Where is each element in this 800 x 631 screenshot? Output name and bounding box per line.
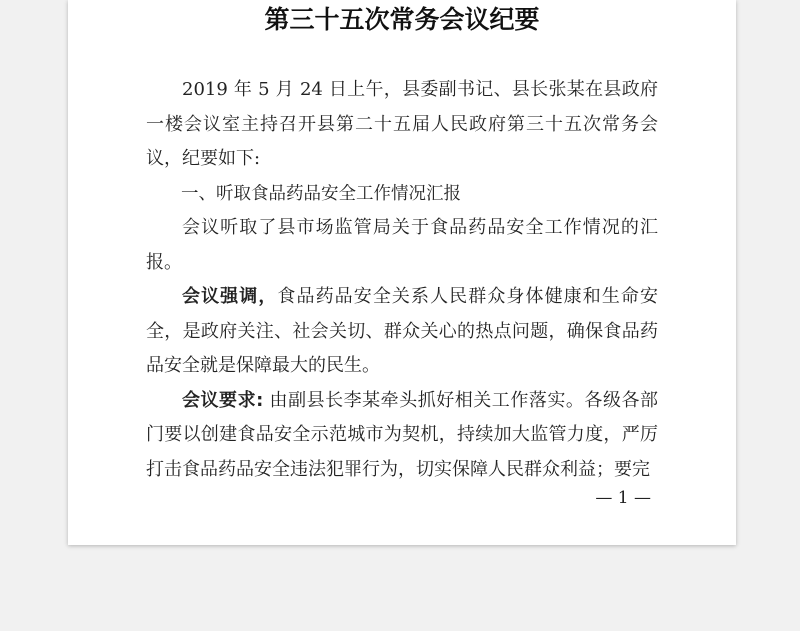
document-page: [68, 0, 736, 545]
section-paragraph: 会议听取了县市场监管局关于食品药品安全工作情况的汇报。: [146, 217, 658, 273]
emphasis-label: 会议强调，: [182, 286, 278, 307]
requirement-label: 会议要求:: [182, 389, 264, 411]
emphasis-paragraph: [146, 280, 658, 384]
section-heading: 一、听取食品药品安全工作情况汇报: [181, 183, 461, 204]
document-body: [146, 73, 658, 487]
emphasis-text: 食品药品安全关系人民群众身体健康和生命安全，是政府关注、社会关切、群众关心的热点问题，确保食品药品安全就是保障最大的民生。: [146, 286, 659, 376]
requirement-paragraph: [146, 384, 658, 488]
intro-paragraph: 2019 年 5 月 24 日上午，县委副书记、县长张某在县政府一楼会议室主持召开县第二十五届人民政府第三十五次常务会议，纪要如下:: [146, 79, 658, 169]
page-number: — 1 —: [595, 488, 651, 508]
requirement-text: 由副县长李某牵头抓好相关工作落实。各级各部门要以创建食品安全示范城市为契机，持续加大监管力度，严厉打击食品药品安全违法犯罪行为，切实保障人民群众利益；要完: [146, 389, 658, 480]
document-title: 第三十五次常务会议纪要: [264, 5, 540, 34]
